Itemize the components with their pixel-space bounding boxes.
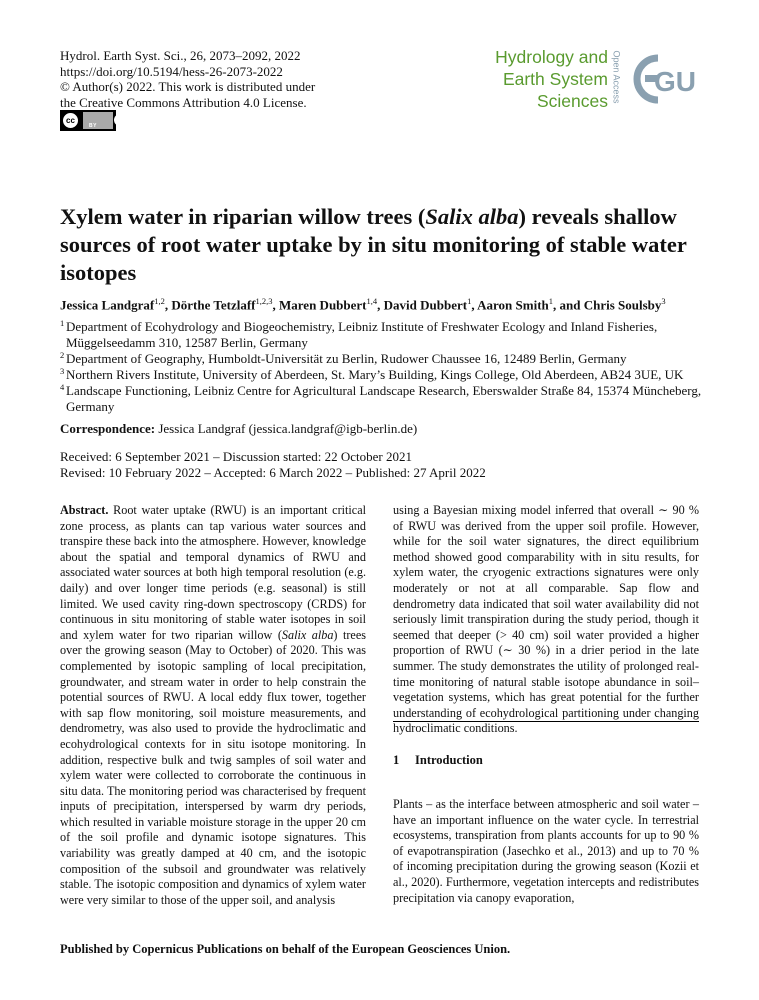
cc-icon: cc — [63, 113, 78, 128]
doi-link[interactable]: https://doi.org/10.5194/hess-26-2073-2022 — [60, 63, 283, 79]
abstract-text-2: ) trees over the growing season (May to October) of 2020. This was complemented by isotopic sampling of local precipitation, groundwater, and stream water in order to help constrain the potential sources of RWU. A local eddy flux tower, together with sap flow monitoring, soil moisture measurements, and dendrometry, was also used to provide the hydroclimatic and ecohydrological contexts for in situ isotope monitoring. In addition, respective bulk and twig samples of soil water and xylem water were collected to corroborate the continuous in situ data. The monitoring period was characterised by frequent inputs of precipitation, interspersed by warm dry periods, which resulted in variable moisture storage in the upper 20 cm of the soil profile and dynamic isotope signatures. This variability was greatly damped at 40 cm, and the isotopic composition of the subsoil and groundwater was relatively stable. The isotopic composition and dynamics of xylem water were very similar to those of the upper soil, and analysis — [60, 627, 366, 907]
affiliation-list — [60, 319, 720, 415]
affiliation-text: Department of Geography, Humboldt-Universität zu Berlin, Rudower Chaussee 16, 12489 Berlin, Germany — [66, 351, 627, 366]
author-separator: , — [164, 297, 172, 313]
journal-line-3: Sciences — [536, 91, 608, 111]
author-separator: , — [471, 297, 478, 313]
copyright: © Author(s) 2022. This work is distributed under — [60, 79, 316, 95]
title-species: Salix alba — [425, 204, 519, 229]
open-access-text: Open Access — [611, 50, 622, 104]
affiliation-number: 1 — [60, 318, 65, 328]
affiliation-text: Northern Rivers Institute, University of Aberdeen, St. Mary’s Building, Kings College, Old Aberdeen, AB24 3UE, UK — [66, 367, 684, 382]
section-number: 1 — [393, 753, 400, 767]
abstract-divider — [393, 721, 699, 722]
author-name: Jessica Landgraf — [60, 297, 155, 313]
title-part-1: Xylem water in riparian willow trees ( — [60, 204, 426, 229]
affiliation-text: Department of Ecohydrology and Biogeochemistry, Leibniz Institute of Freshwater Ecology and Inland Fisheries, Müggelseedamm 310, 12587 Berlin, Germany — [66, 319, 658, 350]
dates-published: Revised: 10 February 2022 – Accepted: 6 March 2022 – Published: 27 April 2022 — [60, 465, 486, 480]
affiliation — [60, 351, 720, 367]
publisher-footer: Published by Copernicus Publications on behalf of the European Geosciences Union. — [60, 942, 511, 956]
author-affil-ref: 1 — [467, 296, 472, 306]
author-name: Dörthe Tetzlaff — [171, 297, 256, 313]
title-part-2: ) reveals shallow sources of root water uptake by in situ monitoring of stable water isotopes — [60, 204, 687, 285]
abstract-label: Abstract. — [60, 503, 109, 517]
abstract-species: Salix alba — [281, 627, 334, 642]
author-affil-ref: 1 — [548, 296, 554, 306]
affiliation-number: 4 — [60, 382, 65, 392]
journal-name — [495, 46, 608, 112]
author-affil-ref: 1,2 — [154, 296, 165, 306]
correspondence-label: Correspondence: — [60, 421, 156, 436]
author-affil-ref: 1,2,3 — [255, 296, 273, 306]
paper-title — [60, 203, 720, 287]
author-name: Maren Dubbert — [279, 297, 367, 313]
abstract-continuation: using a Bayesian mixing model inferred that overall ∼ 90 % of RWU was derived from the upper soil profile. However, while for the soil water signatures, the direct equilibrium method showed good comparability with in situ results, for xylem water, the cryogenic extractions signatures were only moderately or not at all comparable. Sap flow and dendrometry data indicated that soil water availability did not seriously limit transpiration during the study period, though it seemed that deeper (> 40 cm) soil water provided a higher proportion of RWU (∼ 30 %) in a drier period in the late summer. The study demonstrates the utility of prolonged real-time monitoring of natural stable isotope abundance in soil–vegetation systems, which has great potential for the further understanding of ecohydrological partitioning under changing hydroclimatic conditions. — [393, 503, 699, 736]
author-list — [60, 296, 666, 313]
author-separator: , and — [553, 297, 584, 313]
affiliation-number: 3 — [60, 366, 65, 376]
affiliation — [60, 367, 720, 383]
publication-dates — [60, 449, 486, 481]
introduction-body — [393, 797, 699, 906]
open-access-label — [611, 46, 628, 112]
abstract-column-left — [60, 503, 366, 908]
affiliation — [60, 383, 720, 415]
license-text: the Creative Commons Attribution 4.0 License. — [60, 94, 307, 110]
by-icon-area — [83, 112, 113, 129]
journal-line-2: Earth System — [502, 69, 608, 89]
author-separator: , — [272, 297, 279, 313]
section-title: Introduction — [415, 753, 483, 767]
correspondence-contact[interactable]: Jessica Landgraf (jessica.landgraf@igb-berlin.de) — [158, 421, 418, 436]
by-label: BY — [89, 123, 97, 129]
affiliation — [60, 319, 720, 351]
author-separator: , — [377, 297, 384, 313]
svg-text:GU: GU — [654, 66, 696, 97]
author-name: Chris Soulsby — [583, 297, 662, 313]
citation: Hydrol. Earth Syst. Sci., 26, 2073–2092, 2022 — [60, 48, 301, 63]
author-name: David Dubbert — [383, 297, 468, 313]
author-name: Aaron Smith — [477, 297, 549, 313]
article-metadata — [60, 48, 315, 110]
abstract-column-right — [393, 503, 699, 737]
journal-line-1: Hydrology and — [495, 47, 608, 67]
egu-logo — [630, 50, 700, 108]
abstract-text-1: Root water uptake (RWU) is an important critical zone process, as plants can tap various water sources and transpire these back into the atmosphere. However, knowledge about the spatial and temporal dynamics of RWU and associated water sources at both high temporal resolution (e.g. daily) and over longer time periods (e.g. seasonal) is still limited. We used cavity ring-down spectroscopy (CRDS) for continuous in situ monitoring of stable water isotopes in soil and xylem water for two riparian willow ( — [60, 503, 366, 642]
cc-by-license-badge[interactable] — [60, 110, 116, 131]
affiliation-number: 2 — [60, 350, 65, 360]
affiliation-text: Landscape Functioning, Leibniz Centre for Agricultural Landscape Research, Eberswalder Straße 84, 15374 Müncheberg, Germany — [66, 383, 702, 414]
dates-received: Received: 6 September 2021 – Discussion started: 22 October 2021 — [60, 449, 413, 464]
attribution-icon — [114, 114, 126, 126]
correspondence — [60, 421, 417, 437]
abstract-paragraph — [60, 503, 366, 908]
introduction-paragraph: Plants – as the interface between atmospheric and soil water – have an important influence on the water cycle. In terrestrial ecosystems, transpiration from plants accounts for up to 90 % of evapotranspiration (Jasechko et al., 2013) and up to 70 % of incoming precipitation during the growing season (Kozii et al., 2020). Furthermore, vegetation intercepts and redistributes precipitation via canopy evaporation, — [393, 797, 699, 905]
author-affil-ref: 3 — [661, 296, 666, 306]
author-affil-ref: 1,4 — [366, 296, 378, 306]
section-heading-introduction — [393, 753, 483, 768]
